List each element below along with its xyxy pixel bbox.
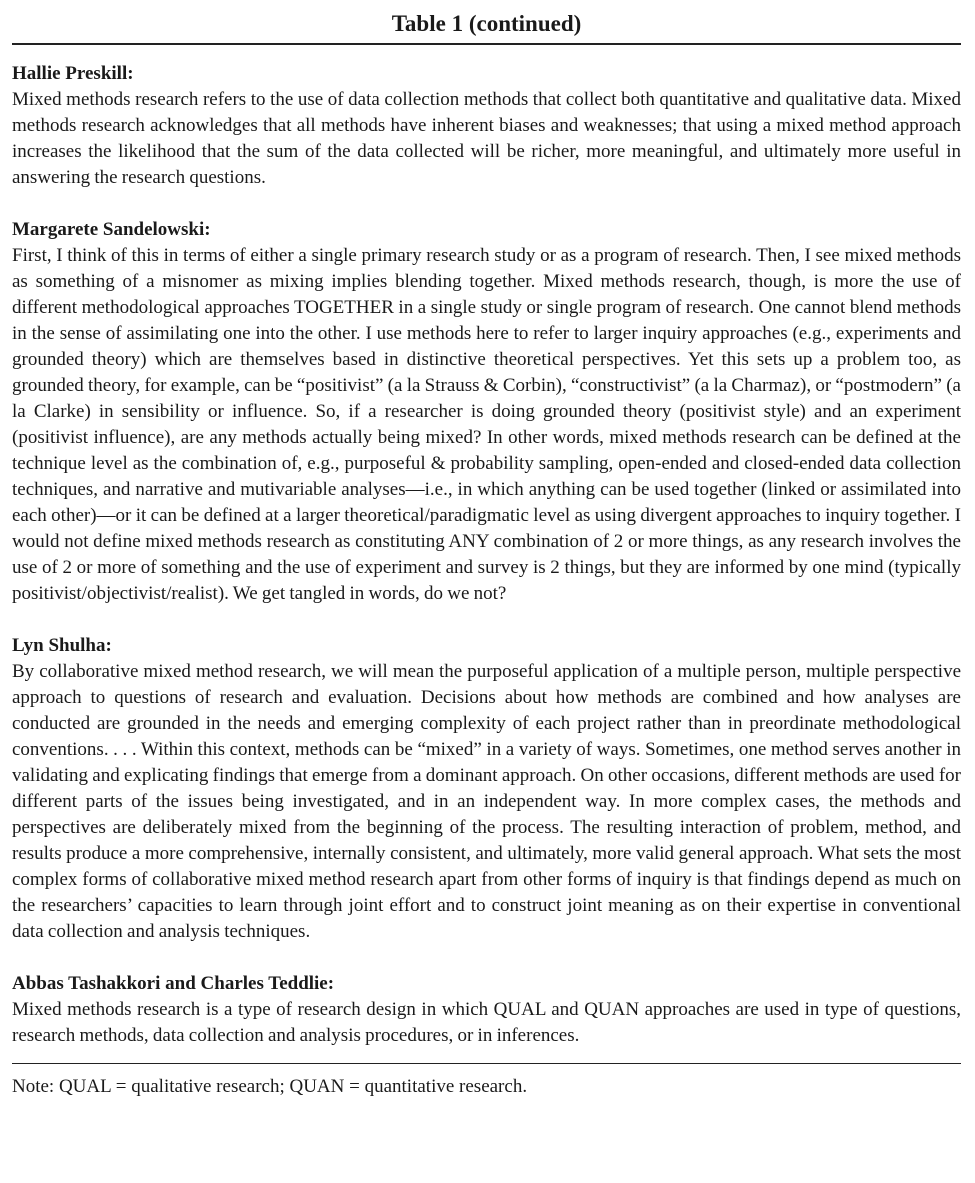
- author-name: Hallie Preskill:: [12, 63, 134, 84]
- definition-entry-preskill: [12, 61, 961, 191]
- definition-text: By collaborative mixed method research, we will mean the purposeful application of a multiple person, multiple perspective approach to questions of research and evaluation. Decisions about how methods are combined and how analyses are conducted are grounded in the needs and emerging complexity of each project rather than in preordinate methodological conventions. . . . Within this context, methods can be “mixed” in a variety of ways. Sometimes, one method serves another in validating and explicating findings that emerge from a dominant approach. On other occasions, different methods are used for different parts of the issues being investigated, and in an independent way. In more complex cases, the methods and perspectives are deliberately mixed from the beginning of the process. The resulting interaction of problem, method, and results produce a more comprehensive, internally consistent, and ultimately, more valid general approach. What sets the most complex forms of collaborative mixed method research apart from other forms of inquiry is that findings depend as much on the researchers’ capacities to learn through joint effort and to construct joint meaning as on their expertise in conventional data collection and analysis techniques.: [12, 661, 961, 942]
- bottom-rule: [12, 1063, 961, 1064]
- definition-entry-shulha: [12, 633, 961, 945]
- top-rule: [12, 43, 961, 45]
- definition-entry-sandelowski: [12, 217, 961, 607]
- definition-text: Mixed methods research is a type of research design in which QUAL and QUAN approaches are used in type of questions, research methods, data collection and analysis procedures, or in inferences.: [12, 999, 961, 1046]
- author-name: Lyn Shulha:: [12, 635, 112, 656]
- author-name: Abbas Tashakkori and Charles Teddlie:: [12, 973, 335, 994]
- definition-text: Mixed methods research refers to the use of data collection methods that collect both quantitative and qualitative data. Mixed methods research acknowledges that all methods have inherent biases and weaknesses; that using a mixed method approach increases the likelihood that the sum of the data collected will be richer, more meaningful, and ultimately more useful in answering the research questions.: [12, 89, 961, 188]
- definition-text: First, I think of this in terms of either a single primary research study or as a program of research. Then, I see mixed methods as something of a misnomer as mixing implies blending together. Mixed methods research, though, is more the use of different methodological approaches TOGETHER in a single study or single program of research. One cannot blend methods in the sense of assimilating one into the other. I use methods here to refer to larger inquiry approaches (e.g., experiments and grounded theory) which are themselves based in distinctive theoretical perspectives. Yet this sets up a problem too, as grounded theory, for example, can be “positivist” (a la Strauss & Corbin), “constructivist” (a la Charmaz), or “postmodern” (a la Clarke) in sensibility or influence. So, if a researcher is doing grounded theory (positivist style) and an experiment (positivist influence), are any methods actually being mixed? In other words, mixed methods research can be defined at the technique level as the combination of, e.g., purposeful & probability sampling, open-ended and closed-ended data collection techniques, and narrative and mutivariable analyses—i.e., in which anything can be used together (linked or assimilated into each other)—or it can be defined at a larger theoretical/paradigmatic level as using divergent approaches to inquiry together. I would not define mixed methods research as constituting ANY combination of 2 or more things, as any research involves the use of 2 or more of something and the use of experiment and survey is 2 things, but they are informed by one mind (typically positivist/objectivist/realist). We get tangled in words, do we not?: [12, 245, 961, 604]
- definitions-list: [12, 61, 961, 1049]
- table-title: Table 1 (continued): [391, 11, 582, 36]
- table-note: Note: QUAL = qualitative research; QUAN = quantitative research.: [12, 1076, 528, 1097]
- definition-entry-tashakkori-teddlie: [12, 971, 961, 1049]
- author-name: Margarete Sandelowski:: [12, 219, 211, 240]
- table-page: [12, 0, 961, 1100]
